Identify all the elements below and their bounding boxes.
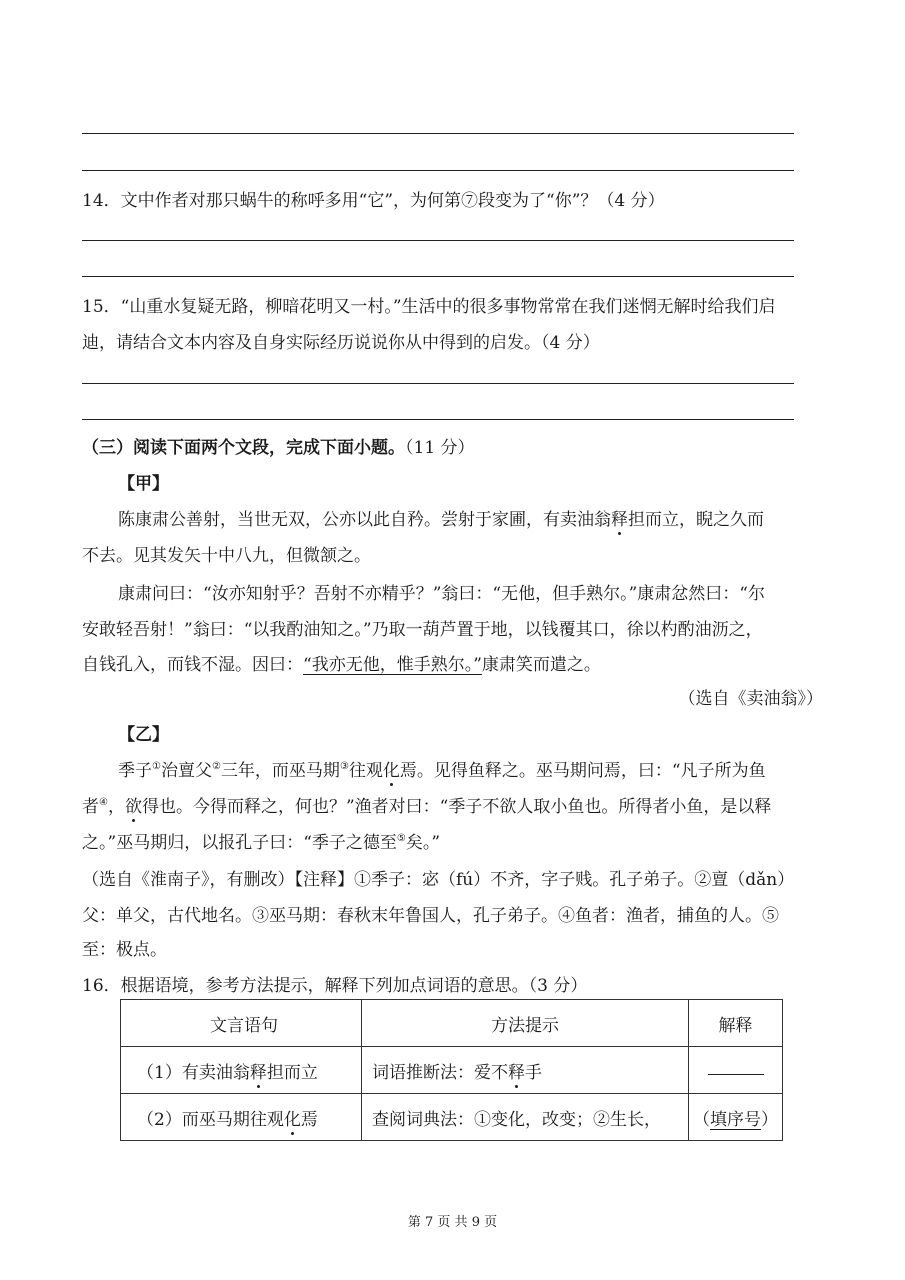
text: 矣。” — [405, 833, 441, 853]
text: 担而立 — [266, 1062, 318, 1083]
answer-line — [82, 240, 794, 241]
text: 自钱孔入，而钱不湿。因曰： — [82, 655, 303, 675]
section-points: （11 分） — [405, 438, 475, 458]
text: 三年，而巫马期 — [220, 761, 340, 781]
fill-number-hint: 填序号 — [710, 1109, 761, 1130]
emphasized-char: 释 — [508, 1062, 525, 1083]
vocab-table — [120, 999, 783, 1141]
table-row — [121, 1047, 783, 1094]
text: 者 — [82, 797, 99, 817]
passage-yi-line — [118, 756, 766, 781]
text: ） — [761, 1109, 778, 1130]
method-cell — [362, 1047, 689, 1094]
text: ， — [107, 797, 125, 817]
answer-line — [82, 170, 794, 171]
text: （2）而巫马期往观 — [137, 1109, 284, 1130]
answer-line — [82, 419, 794, 420]
text: 治亶父 — [160, 761, 212, 781]
question-16: 16．根据语境，参考方法提示，解释下列加点词语的意思。（3 分） — [82, 976, 588, 996]
footnote-mark: ④ — [99, 797, 108, 808]
notes-line: 父：单父，古代地名。③巫马期：春秋末年鲁国人，孔子弟子。④鱼者：渔者，捕鱼的人。⑤ — [82, 906, 779, 926]
emphasized-char: 释 — [249, 1062, 267, 1083]
header-sentence: 文言语句 — [121, 1000, 362, 1047]
footnote-mark: ② — [211, 761, 221, 772]
passage-yi-line — [82, 828, 440, 853]
passage-jia-line: 不去。见其发矢十中八九，但微颔之。 — [82, 546, 371, 566]
method-cell — [362, 1094, 689, 1141]
passage-yi-label: 【乙】 — [118, 725, 169, 745]
notes-line: 至：极点。 — [82, 940, 167, 960]
text: 焉。见得鱼释之。巫马期问焉，曰：“凡子所为鱼 — [399, 761, 766, 781]
answer-line — [82, 133, 794, 134]
notes-line: （选自《淮南子》，有删改）【注释】①季子：宓（fú）不齐，字子贱。孔子弟子。②亶（dǎn） — [82, 870, 795, 890]
passage-jia-line: 康肃问曰：“汝亦知射乎？吾射不亦精乎？”翁曰：“无他，但手熟尔。”康肃忿然曰：“尔 — [118, 584, 765, 604]
section-heading — [82, 433, 475, 458]
answer-cell[interactable] — [689, 1094, 783, 1141]
passage-jia-line: 安敢轻吾射！”翁曰：“以我酌油知之。”乃取一葫芦置于地，以钱覆其口，徐以杓酌油沥之， — [82, 620, 763, 640]
text: （ — [693, 1109, 710, 1130]
passage-yi-line — [82, 792, 771, 817]
table-row — [121, 1094, 783, 1141]
text: 季子 — [118, 761, 152, 781]
question-15-line2: 迪，请结合文本内容及自身实际经历说说你从中得到的启发。（4 分） — [82, 333, 600, 353]
text: 手 — [525, 1062, 542, 1083]
text: （1）有卖油翁 — [137, 1062, 250, 1083]
answer-blank[interactable] — [708, 1074, 764, 1075]
page-number: 第 7 页 共 9 页 — [407, 1215, 498, 1230]
emphasized-char: 化 — [283, 1109, 301, 1130]
question-14: 14．文中作者对那只蜗牛的称呼多用“它”，为何第⑦段变为了“你”？（4 分） — [82, 191, 665, 211]
emphasized-char: 欲 — [124, 797, 142, 817]
text: 词语推断法：爱不 — [372, 1062, 508, 1083]
emphasized-char: 化 — [382, 761, 400, 781]
header-explanation: 解释 — [689, 1000, 783, 1047]
text: 查阅词典法：①变化，改变；②生长， — [372, 1109, 661, 1130]
text: 陈康肃公善射，当世无双，公亦以此自矜。尝射于家圃，有卖油翁 — [118, 510, 611, 530]
text: 焉 — [300, 1109, 318, 1130]
table-header — [121, 1000, 783, 1047]
answer-line — [82, 383, 794, 384]
answer-cell[interactable] — [689, 1047, 783, 1094]
passage-jia-label: 【甲】 — [118, 474, 169, 494]
sentence-cell — [121, 1047, 362, 1094]
answer-line — [82, 276, 794, 277]
text: 担而立，睨之久而 — [628, 510, 764, 530]
underlined-sentence: “我亦无他，惟手熟尔。” — [303, 655, 482, 675]
header-method: 方法提示 — [362, 1000, 689, 1047]
text: 康肃笑而遣之。 — [481, 655, 601, 675]
footnote-mark: ③ — [339, 761, 349, 772]
passage-jia-line — [118, 505, 764, 530]
text: 得也。今得而释之，何也？”渔者对曰：“季子不欲人取小鱼也。所得者小鱼，是以释 — [141, 797, 772, 817]
footnote-mark: ⑤ — [396, 833, 406, 844]
sentence-cell — [121, 1094, 362, 1141]
passage-jia-source: （选自《卖油翁》） — [678, 689, 823, 709]
section-title: （三）阅读下面两个文段，完成下面小题。 — [82, 438, 405, 458]
question-15-line1: 15．“山重水复疑无路，柳暗花明又一村。”生活中的很多事物常常在我们迷惘无解时给我们启 — [82, 297, 776, 317]
passage-jia-line — [82, 650, 601, 675]
footnote-mark: ① — [152, 761, 161, 772]
text: 往观 — [348, 761, 383, 781]
text: 之。”巫马期归，以报孔子曰：“季子之德至 — [82, 833, 397, 853]
emphasized-char: 释 — [611, 510, 628, 530]
